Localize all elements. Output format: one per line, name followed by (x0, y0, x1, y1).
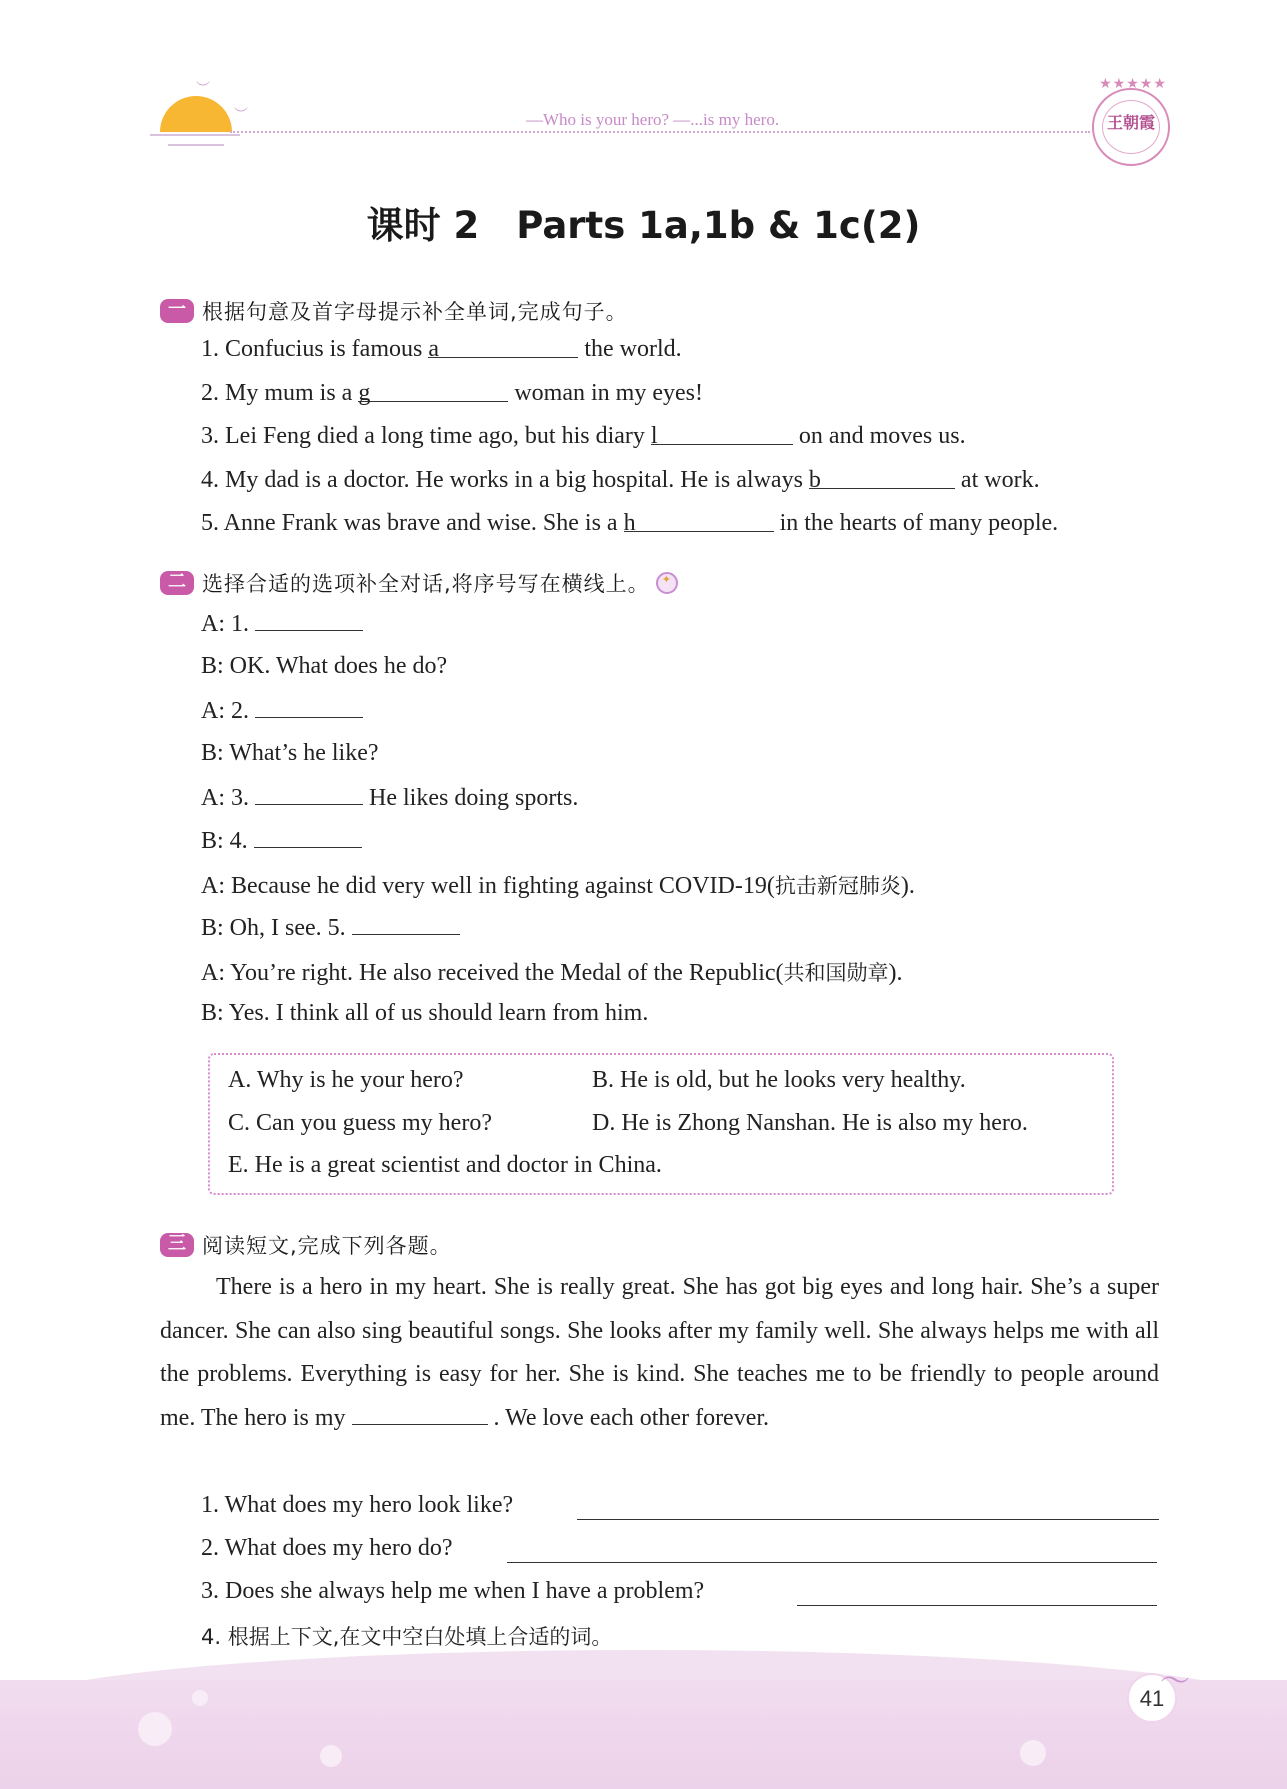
dialogue-line-3: A: 2. (201, 696, 363, 725)
running-title: —Who is your hero? —...is my hero. (526, 110, 780, 129)
option-e: E. He is a great scientist and doctor in China. (228, 1152, 662, 1178)
section-instruction: 阅读短文,完成下列各题。 (202, 1234, 452, 1258)
section-number-badge: 二 (160, 571, 194, 595)
answer-blank[interactable]: g (358, 380, 508, 402)
option-a: A. Why is he your hero? (228, 1067, 464, 1093)
answer-blank[interactable] (352, 913, 460, 935)
section-2-heading (160, 568, 678, 598)
decorative-bubble (192, 1690, 208, 1706)
lesson-title: 课时 2 Parts 1a,1b & 1c(2) (366, 204, 921, 247)
option-c: C. Can you guess my hero? (228, 1110, 492, 1136)
section-instruction: 根据句意及首字母提示补全单词,完成句子。 (202, 300, 628, 324)
answer-blank[interactable]: h (624, 510, 774, 532)
page-header (0, 0, 1287, 180)
answer-blank[interactable]: a (428, 336, 578, 358)
horizon-line (150, 134, 240, 136)
lightbulb-icon (656, 572, 678, 594)
publisher-logo (1092, 88, 1170, 166)
answer-blank[interactable] (255, 783, 363, 805)
passage-text: . We love each other forever. (493, 1404, 770, 1431)
page-number: 41 (1127, 1673, 1177, 1723)
decorative-bubble (320, 1745, 342, 1767)
stars-icon: ★★★★★ (1099, 76, 1167, 92)
question-1-1: 1. Confucius is famous a the world. (201, 336, 682, 362)
answer-blank[interactable]: l (651, 423, 793, 445)
dialogue-line-8: B: Oh, I see. 5. (201, 913, 460, 942)
option-b: B. He is old, but he looks very healthy. (592, 1067, 966, 1093)
decorative-bubble (138, 1712, 172, 1746)
reading-passage (160, 1266, 1159, 1440)
answer-blank[interactable] (254, 826, 362, 848)
header-divider (230, 131, 1090, 133)
reading-question-1: 1. What does my hero look like? (201, 1492, 514, 1518)
dialogue-line-4: B: What’s he like? (201, 740, 379, 766)
dialogue-line-1: A: 1. (201, 609, 363, 638)
question-1-4: 4. My dad is a doctor. He works in a big hospital. He is always b at work. (201, 467, 1040, 493)
question-1-5: 5. Anne Frank was brave and wise. She is a h in the hearts of many people. (201, 510, 1059, 536)
section-number-badge: 一 (160, 299, 194, 323)
answer-blank[interactable]: b (809, 467, 955, 489)
question-1-2: 2. My mum is a g woman in my eyes! (201, 380, 703, 406)
bird-icon: ︶ (196, 81, 210, 97)
dialogue-line-9: A: You’re right. He also received the Medal of the Republic(共和国勋章). (201, 960, 903, 986)
answer-blank[interactable] (255, 696, 363, 718)
decorative-bubble (1020, 1740, 1046, 1766)
option-d: D. He is Zhong Nanshan. He is also my hero. (592, 1110, 1028, 1136)
dialogue-line-2: B: OK. What does he do? (201, 653, 448, 679)
logo-text: 王朝霞 (1106, 113, 1155, 132)
section-number-badge: 三 (160, 1233, 194, 1257)
sun-icon (160, 96, 232, 132)
bird-icon: ︶ (234, 107, 248, 123)
answer-line[interactable] (507, 1541, 1157, 1563)
answer-blank[interactable] (255, 609, 363, 631)
passage-text: There is a hero in my heart. She is really great. She has got big eyes and long hair. She’s a super dancer. She can also sing beautiful songs. She looks after my family well. She always helps me with all the problems. Everything is easy for her. She is kind. She teaches me to be friendly to people around me. The hero is my (160, 1274, 1159, 1431)
dialogue-line-6: B: 4. (201, 826, 362, 855)
section-3-heading (160, 1230, 452, 1260)
dialogue-line-5: A: 3. He likes doing sports. (201, 785, 579, 811)
reading-question-4: 4. 根据上下文,在文中空白处填上合适的词。 (201, 1625, 613, 1649)
question-1-3: 3. Lei Feng died a long time ago, but his diary l on and moves us. (201, 423, 966, 449)
answer-line[interactable] (797, 1584, 1157, 1606)
section-1-heading (160, 296, 628, 326)
answer-line[interactable] (577, 1498, 1159, 1520)
dialogue-line-7: A: Because he did very well in fighting against COVID-19(抗击新冠肺炎). (201, 873, 915, 899)
dolphin-icon: 〜 (1160, 1664, 1190, 1699)
reading-question-2: 2. What does my hero do? (201, 1535, 453, 1561)
section-instruction: 选择合适的选项补全对话,将序号写在横线上。 (202, 572, 650, 596)
dialogue-line-10: B: Yes. I think all of us should learn from him. (201, 1000, 649, 1026)
reading-question-3: 3. Does she always help me when I have a problem? (201, 1578, 705, 1604)
horizon-line (168, 144, 224, 146)
passage-blank[interactable] (352, 1403, 488, 1425)
